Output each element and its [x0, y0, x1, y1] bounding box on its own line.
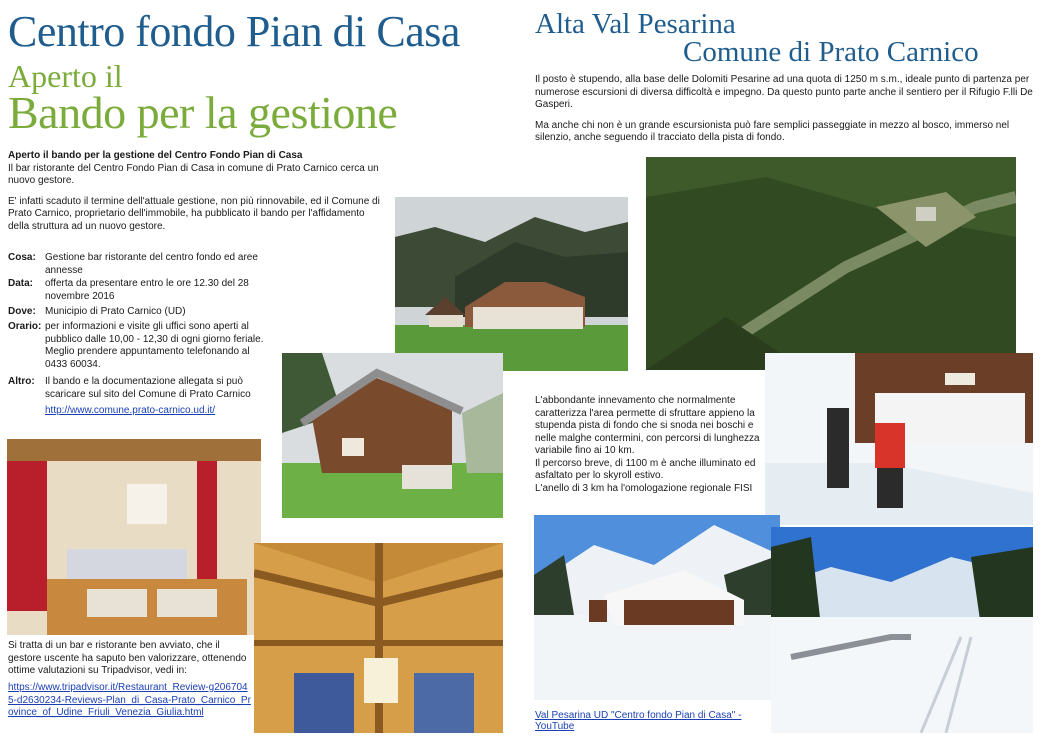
- ski-trail-photo: [771, 527, 1033, 733]
- skiers-photo: [765, 353, 1033, 525]
- bando-para2: E' infatti scaduto il termine dell'attuale gestione, non più rinnovabile, ed il Comune di Prato Carnico, proprietario dell'immobile, ha pubblicato il bando per l'affidamento della struttura ad un nuovo gestore.: [8, 195, 380, 232]
- tripadvisor-text: [8, 640, 253, 686]
- main-title: Centro fondo Pian di Casa: [8, 7, 460, 56]
- bando-para1: Il bar ristorante del Centro Fondo Pian di Casa in comune di Prato Carnico cerca un nuovo gestore.: [8, 162, 379, 186]
- subtitle-aperto: Aperto il: [8, 58, 123, 94]
- snow-para3: L'anello di 3 km ha l'omologazione regionale FISI: [535, 482, 753, 494]
- detail-label: Altro:: [8, 376, 35, 387]
- bando-heading: Aperto il bando per la gestione del Centro Fondo Pian di Casa: [8, 150, 303, 161]
- detail-label: Dove:: [8, 306, 36, 317]
- right-title-line1: Alta Val Pesarina: [535, 8, 736, 40]
- detail-value: Il bando e la documentazione allegata si può scaricare sul sito del Comune di Prato Carnico: [45, 376, 251, 400]
- detail-value: offerta da presentare entro le ore 12.30 del 28 novembre 2016: [45, 278, 249, 302]
- detail-value: Municipio di Prato Carnico (UD): [45, 306, 186, 317]
- right-title-line2: Comune di Prato Carnico: [683, 36, 979, 68]
- detail-label: Cosa:: [8, 252, 36, 263]
- restaurant-interior-photo: [7, 439, 261, 635]
- youtube-video-link[interactable]: Val Pesarina UD "Centro fondo Pian di Casa" - YouTube: [535, 710, 742, 732]
- chalet-photo: [282, 353, 503, 518]
- snow-description: [535, 395, 767, 495]
- right-intro-text: [535, 74, 1035, 153]
- wooden-roof-photo: [254, 543, 503, 733]
- tripadvisor-intro: Si tratta di un bar e ristorante ben avviato, che il gestore uscente ha saputo ben valorizzare, ottenendo ottime valutazioni su Tripadvisor, vedi in:: [8, 640, 247, 676]
- summer-lodge-photo: [395, 197, 628, 371]
- detail-data: [8, 278, 392, 304]
- detail-value: Gestione bar ristorante del centro fondo ed aree annesse: [45, 252, 258, 276]
- subtitle-bando: Bando per la gestione: [8, 87, 398, 138]
- snow-para2: Il percorso breve, di 1100 m è anche illuminato ed asfaltato per lo skyroll estivo.: [535, 457, 756, 481]
- left-intro-text: [8, 150, 388, 241]
- tripadvisor-link[interactable]: https://www.tripadvisor.it/Restaurant_Review-g2067045-d2630234-Reviews-Plan_di_Casa-Prato_Carnico_Province_of_Udine_Friuli_Venezia_Giulia.html: [8, 682, 251, 718]
- intro-para1: Il posto è stupendo, alla base delle Dolomiti Pesarine ad una quota di 1250 m s.m., ideale punto di partenza per numerose escursioni di diversa difficoltà e impegno. Da questo punto parte anche il sentiero per il Rifugio F.lli De Gasperi.: [535, 74, 1033, 110]
- snowy-lodge-photo: [534, 515, 780, 700]
- detail-dove: [8, 306, 392, 320]
- snow-para1: L'abbondante innevamento che normalmente caratterizza l'area permette di sfruttare appieno la stupenda pista di fondo che si snoda nei boschi e nelle malghe contermini, con percorsi di lunghezza variabile fino ai 10 km.: [535, 395, 760, 456]
- comune-link[interactable]: http://www.comune.prato-carnico.ud.it/: [45, 405, 216, 416]
- detail-value: per informazioni e visite gli uffici sono aperti al pubblico dalle 10,00 - 12,30 di ogni giorno feriale. Meglio prendere appuntamento telefonando al 0433 60034.: [45, 321, 264, 370]
- detail-cosa: [8, 252, 392, 278]
- detail-label: Data:: [8, 278, 34, 289]
- detail-label: Orario:: [8, 321, 42, 332]
- intro-para2: Ma anche chi non è un grande escursionista può fare semplici passeggiate in mezzo al bosco, immerso nel silenzio, anche seguendo il tracciato della pista di fondo.: [535, 119, 1010, 143]
- aerial-photo: [646, 157, 1016, 370]
